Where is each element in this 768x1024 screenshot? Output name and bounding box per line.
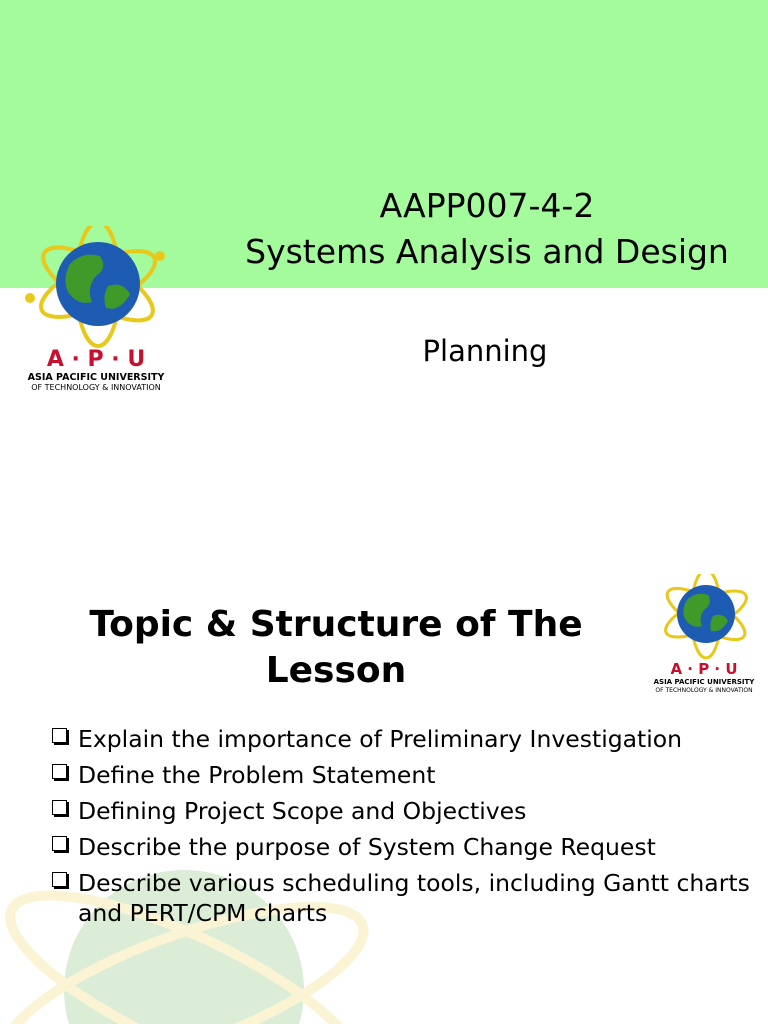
lesson-slide xyxy=(0,560,768,1024)
logo-letters-small: A · P · U xyxy=(670,660,738,678)
checkbox-bullet-icon xyxy=(52,800,67,815)
course-title: Systems Analysis and Design xyxy=(245,232,729,271)
list-item xyxy=(50,796,750,826)
lecture-subtitle: Planning xyxy=(422,334,548,368)
list-item xyxy=(50,868,750,928)
list-item-text: Describe various scheduling tools, including Gantt charts and PERT/CPM charts xyxy=(78,869,750,927)
apu-logo-small xyxy=(644,574,766,698)
course-code: AAPP007-4-2 xyxy=(379,186,595,225)
list-item-text: Describe the purpose of System Change Request xyxy=(78,833,656,861)
checkbox-bullet-icon xyxy=(52,728,67,743)
logo-line2-small: OF TECHNOLOGY & INNOVATION xyxy=(655,687,753,694)
checkbox-bullet-icon xyxy=(52,872,67,887)
logo-letters: A · P · U xyxy=(46,347,146,372)
list-item-text: Define the Problem Statement xyxy=(78,761,436,789)
list-item xyxy=(50,760,750,790)
topic-list xyxy=(50,724,750,934)
apu-logo xyxy=(8,226,184,396)
list-item xyxy=(50,724,750,754)
list-item xyxy=(50,832,750,862)
checkbox-bullet-icon xyxy=(52,764,67,779)
logo-line1: ASIA PACIFIC UNIVERSITY xyxy=(27,372,165,383)
lesson-title: Topic & Structure of The Lesson xyxy=(89,604,583,691)
logo-line2: OF TECHNOLOGY & INNOVATION xyxy=(31,383,161,392)
checkbox-bullet-icon xyxy=(52,836,67,851)
logo-line1-small: ASIA PACIFIC UNIVERSITY xyxy=(653,678,755,686)
list-item-text: Explain the importance of Preliminary Investigation xyxy=(78,725,683,753)
list-item-text: Defining Project Scope and Objectives xyxy=(78,797,527,825)
